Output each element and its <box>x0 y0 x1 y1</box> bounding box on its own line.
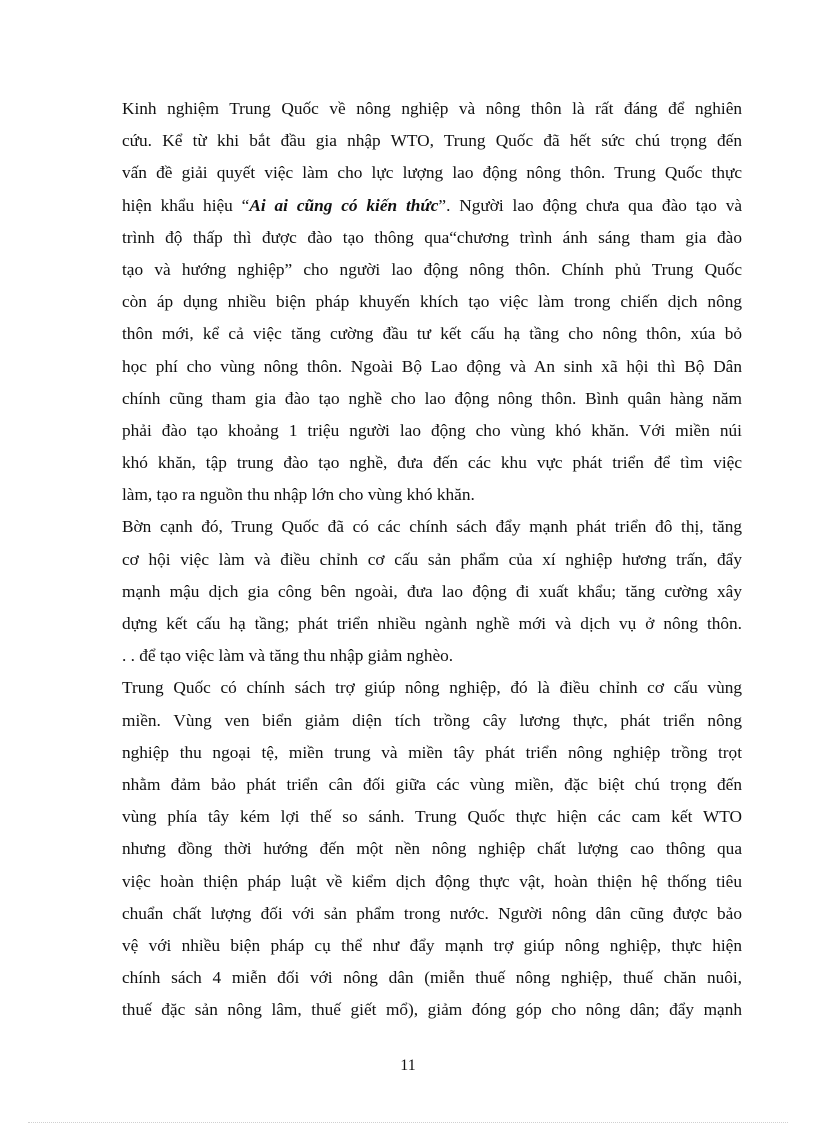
text-line: làm, tạo ra nguồn thu nhập lớn cho vùng khó khăn. <box>122 485 475 505</box>
text-line: thuế đặc sản nông lâm, thuế giết mổ), giảm đóng góp cho nông dân; đẩy mạnh <box>122 1000 742 1020</box>
slogan-emphasis: Ai ai cũng có kiến thức <box>249 195 439 215</box>
text-line: chuẩn chất lượng đối với sản phẩm trong nước. Người nông dân cũng được bảo <box>122 903 742 923</box>
text-line: dựng kết cấu hạ tầng; phát triển nhiều ngành nghề mới và dịch vụ ở nông thôn. <box>122 614 742 633</box>
text-line: tạo và hướng nghiệp” cho người lao động nông thôn. Chính phủ Trung Quốc <box>122 259 742 279</box>
text-line: việc hoàn thiện pháp luật về kiểm dịch động thực vật, hoàn thiện hệ thống tiêu <box>122 871 742 891</box>
text-line: Bờn cạnh đó, Trung Quốc đã có các chính sách đẩy mạnh phát triển đô thị, tăng <box>122 517 742 537</box>
text-line: mạnh mậu dịch gia công bên ngoài, đưa lao động đi xuất khẩu; tăng cường xây <box>122 581 742 601</box>
text-line: nhằm đảm bảo phát triển cân đối giữa các vùng miền, đặc biệt chú trọng đến <box>122 774 742 794</box>
text-line: Trung Quốc có chính sách trợ giúp nông nghiệp, đó là điều chỉnh cơ cấu vùng <box>122 678 742 698</box>
body-text <box>122 93 742 1026</box>
slogan-prefix: hiện khẩu hiệu “ <box>122 195 250 215</box>
text-line: vấn đề giải quyết việc làm cho lực lượng lao động nông thôn. Trung Quốc thực <box>122 163 742 183</box>
page-number: 11 <box>400 1057 416 1074</box>
slogan-suffix: ”. Người lao động chưa qua đào tạo và <box>438 195 743 215</box>
text-line: khó khăn, tập trung đào tạo nghề, đưa đến các khu vực phát triển để tìm việc <box>122 453 742 473</box>
text-line: nhưng đồng thời hướng đến một nền nông nghiệp chất lượng cao thông qua <box>122 839 742 859</box>
text-line: miền. Vùng ven biển giảm diện tích trồng cây lương thực, phát triển nông <box>122 710 742 730</box>
text-line: Kinh nghiệm Trung Quốc về nông nghiệp và nông thôn là rất đáng để nghiên <box>122 99 742 118</box>
text-line: . . để tạo việc làm và tăng thu nhập giảm nghèo. <box>122 646 454 666</box>
text-line: nghiệp thu ngoại tệ, miền trung và miền tây phát triển nông nghiệp trồng trọt <box>122 742 742 762</box>
text-line: trình độ thấp thì được đào tạo thông qua“chương trình ánh sáng tham gia đào <box>122 227 742 247</box>
text-line: vùng phía tây kém lợi thế so sánh. Trung Quốc thực hiện các cam kết WTO <box>122 807 742 827</box>
text-line: thôn mới, kể cả việc tăng cường đầu tư kết cấu hạ tầng cho nông thôn, xúa bỏ <box>122 324 742 344</box>
text-line: vệ với nhiều biện pháp cụ thể như đẩy mạnh trợ giúp nông nghiệp, thực hiện <box>122 935 742 955</box>
text-line: chính sách 4 miễn đối với nông dân (miễn thuế nông nghiệp, thuế chăn nuôi, <box>122 968 742 988</box>
text-line-with-slogan <box>122 190 742 222</box>
text-line: còn áp dụng nhiều biện pháp khuyến khích tạo việc làm trong chiến dịch nông <box>122 292 742 312</box>
text-line: học phí cho vùng nông thôn. Ngoài Bộ Lao động và An sinh xã hội thì Bộ Dân <box>122 356 742 376</box>
text-line: cứu. Kể từ khi bắt đầu gia nhập WTO, Trung Quốc đã hết sức chú trọng đến <box>122 131 742 151</box>
text-line: phải đào tạo khoảng 1 triệu người lao động cho vùng khó khăn. Với miền núi <box>122 420 742 440</box>
text-line: cơ hội việc làm và điều chỉnh cơ cấu sản phẩm của xí nghiệp hương trấn, đẩy <box>122 549 742 569</box>
text-line: chính cũng tham gia đào tạo nghề cho lao động nông thôn. Bình quân hàng năm <box>122 388 742 408</box>
